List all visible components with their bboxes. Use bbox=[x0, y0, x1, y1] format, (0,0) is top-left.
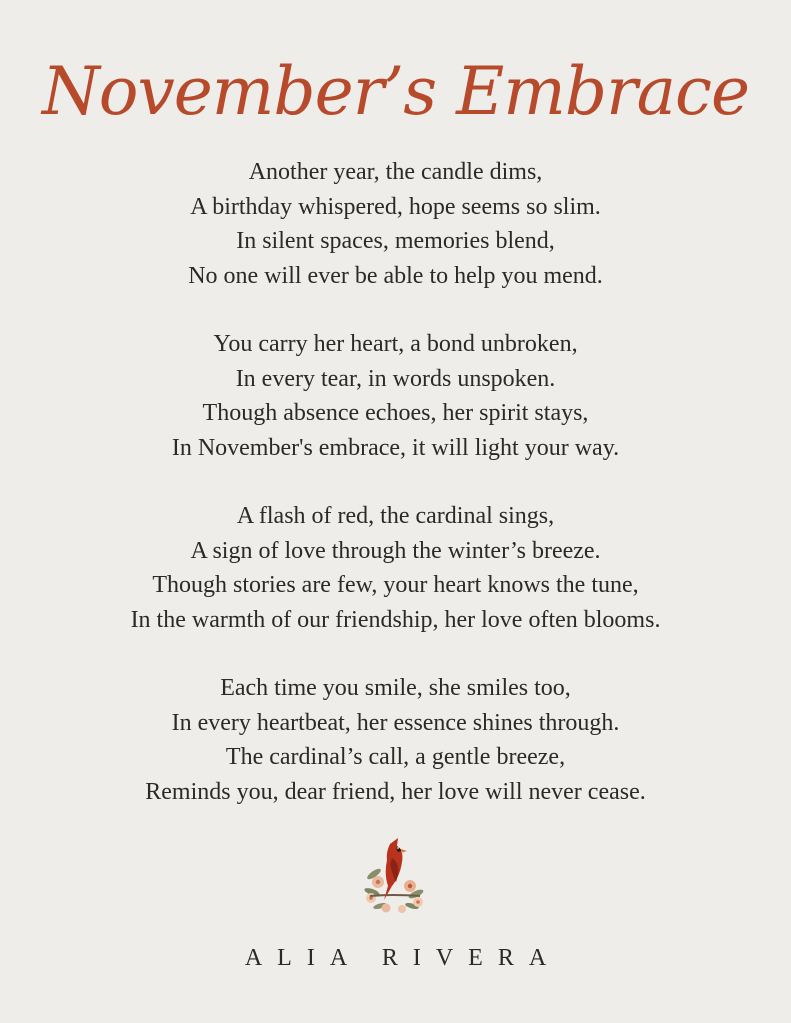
poem-line: A sign of love through the winter’s breeze. bbox=[190, 537, 601, 564]
poem-line: The cardinal’s call, a gentle breeze, bbox=[225, 744, 566, 770]
stanza-3 bbox=[0, 499, 791, 637]
poem-line: Another year, the candle dims, bbox=[248, 159, 543, 185]
stanza-4 bbox=[0, 671, 791, 809]
poem-line: In every heartbeat, her essence shines through. bbox=[171, 709, 620, 736]
poem-line: Though stories are few, your heart knows the tune, bbox=[152, 572, 639, 598]
poem-title: November’s Embrace bbox=[41, 53, 750, 130]
poem-line: In every tear, in words unspoken. bbox=[235, 365, 556, 392]
stanza-2 bbox=[0, 327, 791, 465]
stanza-1 bbox=[0, 155, 791, 293]
author-name: ALIA RIVERA bbox=[244, 945, 562, 971]
cardinal-floral-icon bbox=[362, 834, 428, 914]
poem-line: In the warmth of our friendship, her love often blooms. bbox=[130, 606, 661, 633]
poem-line: No one will ever be able to help you mend. bbox=[188, 262, 603, 289]
poem-line: A flash of red, the cardinal sings, bbox=[236, 503, 555, 529]
poem-line: In November's embrace, it will light your way. bbox=[171, 434, 620, 461]
poem-line: You carry her heart, a bond unbroken, bbox=[213, 331, 578, 357]
poem-line: In silent spaces, memories blend, bbox=[236, 228, 555, 254]
poem-line: Though absence echoes, her spirit stays, bbox=[202, 400, 589, 426]
poem-line: Each time you smile, she smiles too, bbox=[220, 675, 571, 701]
poem-line: A birthday whispered, hope seems so slim. bbox=[190, 193, 601, 220]
poem-line: Reminds you, dear friend, her love will never cease. bbox=[145, 778, 646, 805]
